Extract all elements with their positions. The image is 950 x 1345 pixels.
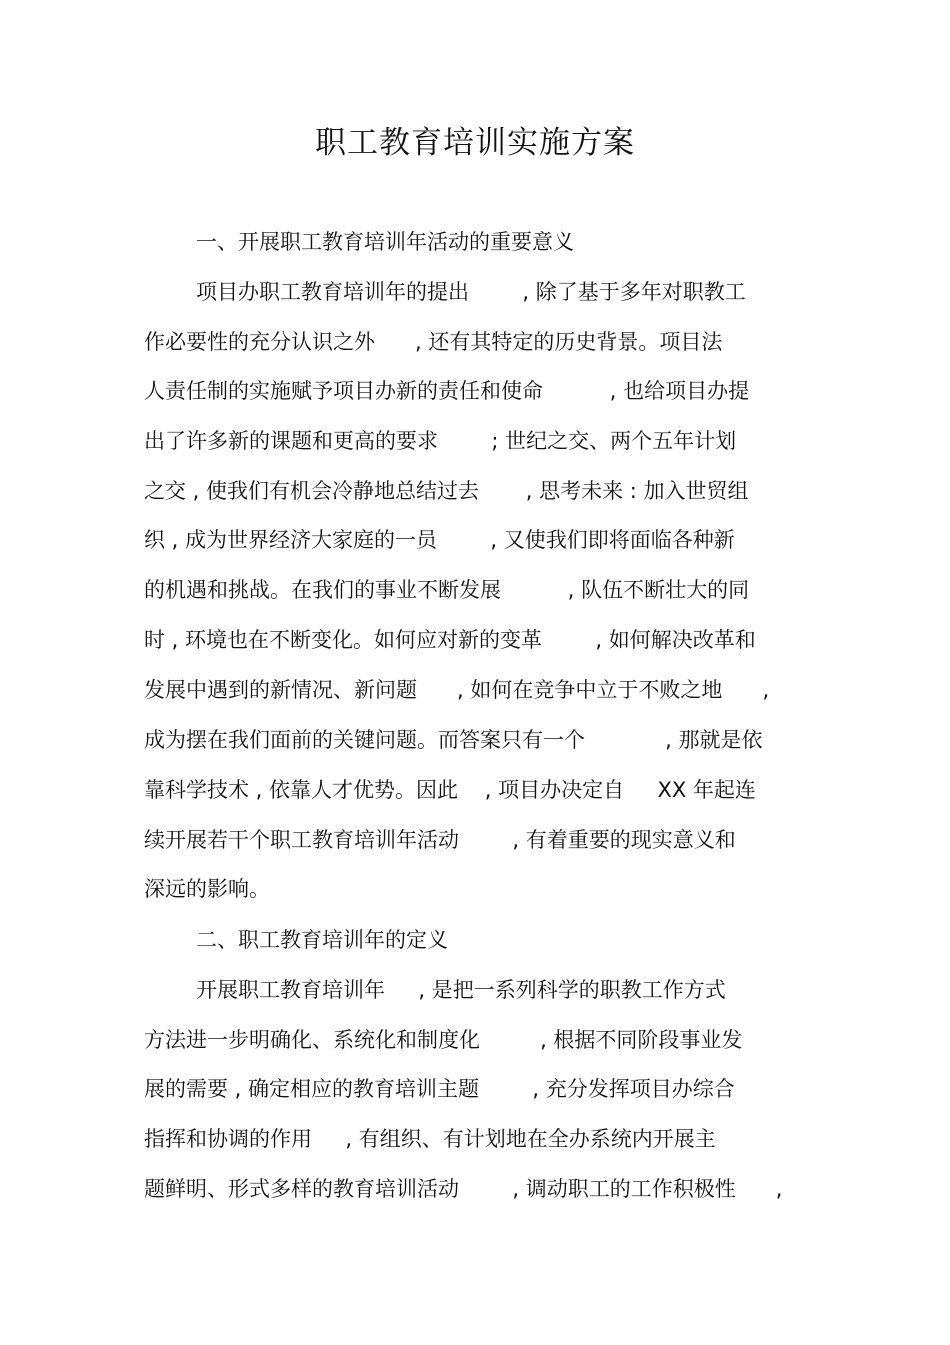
section-heading-2: 二、职工教育培训年的定义 — [196, 928, 448, 952]
paragraph-line: 项目办职工教育培训年的提出 , 除了基于多年对职教工 — [196, 280, 746, 304]
paragraph-line: 织 , 成为世界经济大家庭的一员 , 又使我们即将面临各种新 — [144, 528, 735, 552]
paragraph-line: 作必要性的充分认识之外 , 还有其特定的历史背景。项目法 — [144, 330, 723, 354]
paragraph-line: 题鲜明、形式多样的教育培训活动 , 调动职工的工作积极性 , — [144, 1177, 783, 1201]
paragraph-line: 发展中遇到的新情况、新问题 , 如何在竞争中立于不败之地 , — [144, 678, 770, 702]
paragraph-line: 时 , 环境也在不断变化。如何应对新的变革 , 如何解决改革和 — [144, 628, 756, 652]
paragraph-line: 深远的影响。 — [144, 877, 270, 901]
paragraph-line: 靠科学技术 , 依靠人才优势。因此 , 项目办决定自 XX 年起连 — [144, 778, 756, 802]
paragraph-line: 开展职工教育培训年 , 是把一系列科学的职教工作方式 — [196, 978, 726, 1002]
section-heading-1: 一、开展职工教育培训年活动的重要意义 — [196, 230, 574, 254]
paragraph-line: 之交 , 使我们有机会冷静地总结过去 , 思考未来 : 加入世贸组 — [144, 479, 749, 503]
paragraph-line: 续开展若干个职工教育培训年活动 , 有着重要的现实意义和 — [144, 828, 736, 852]
document-title: 职工教育培训实施方案 — [315, 125, 635, 161]
paragraph-line: 人责任制的实施赋予项目办新的责任和使命 , 也给项目办提 — [144, 379, 750, 403]
paragraph-line: 的机遇和挑战。在我们的事业不断发展 , 队伍不断壮大的同 — [144, 578, 750, 602]
paragraph-line: 指挥和协调的作用 , 有组织、有计划地在全办系统内开展主 — [144, 1127, 716, 1151]
paragraph-line: 展的需要 , 确定相应的教育培训主题 , 充分发挥项目办综合 — [144, 1077, 735, 1101]
paragraph-line: 方法进一步明确化、系统化和制度化 , 根据不同阶段事业发 — [144, 1028, 743, 1052]
paragraph-line: 出了许多新的课题和更高的要求 ; 世纪之交、两个五年计划 — [144, 429, 737, 453]
paragraph-line: 成为摆在我们面前的关键问题。而答案只有一个 , 那就是依 — [144, 728, 763, 752]
